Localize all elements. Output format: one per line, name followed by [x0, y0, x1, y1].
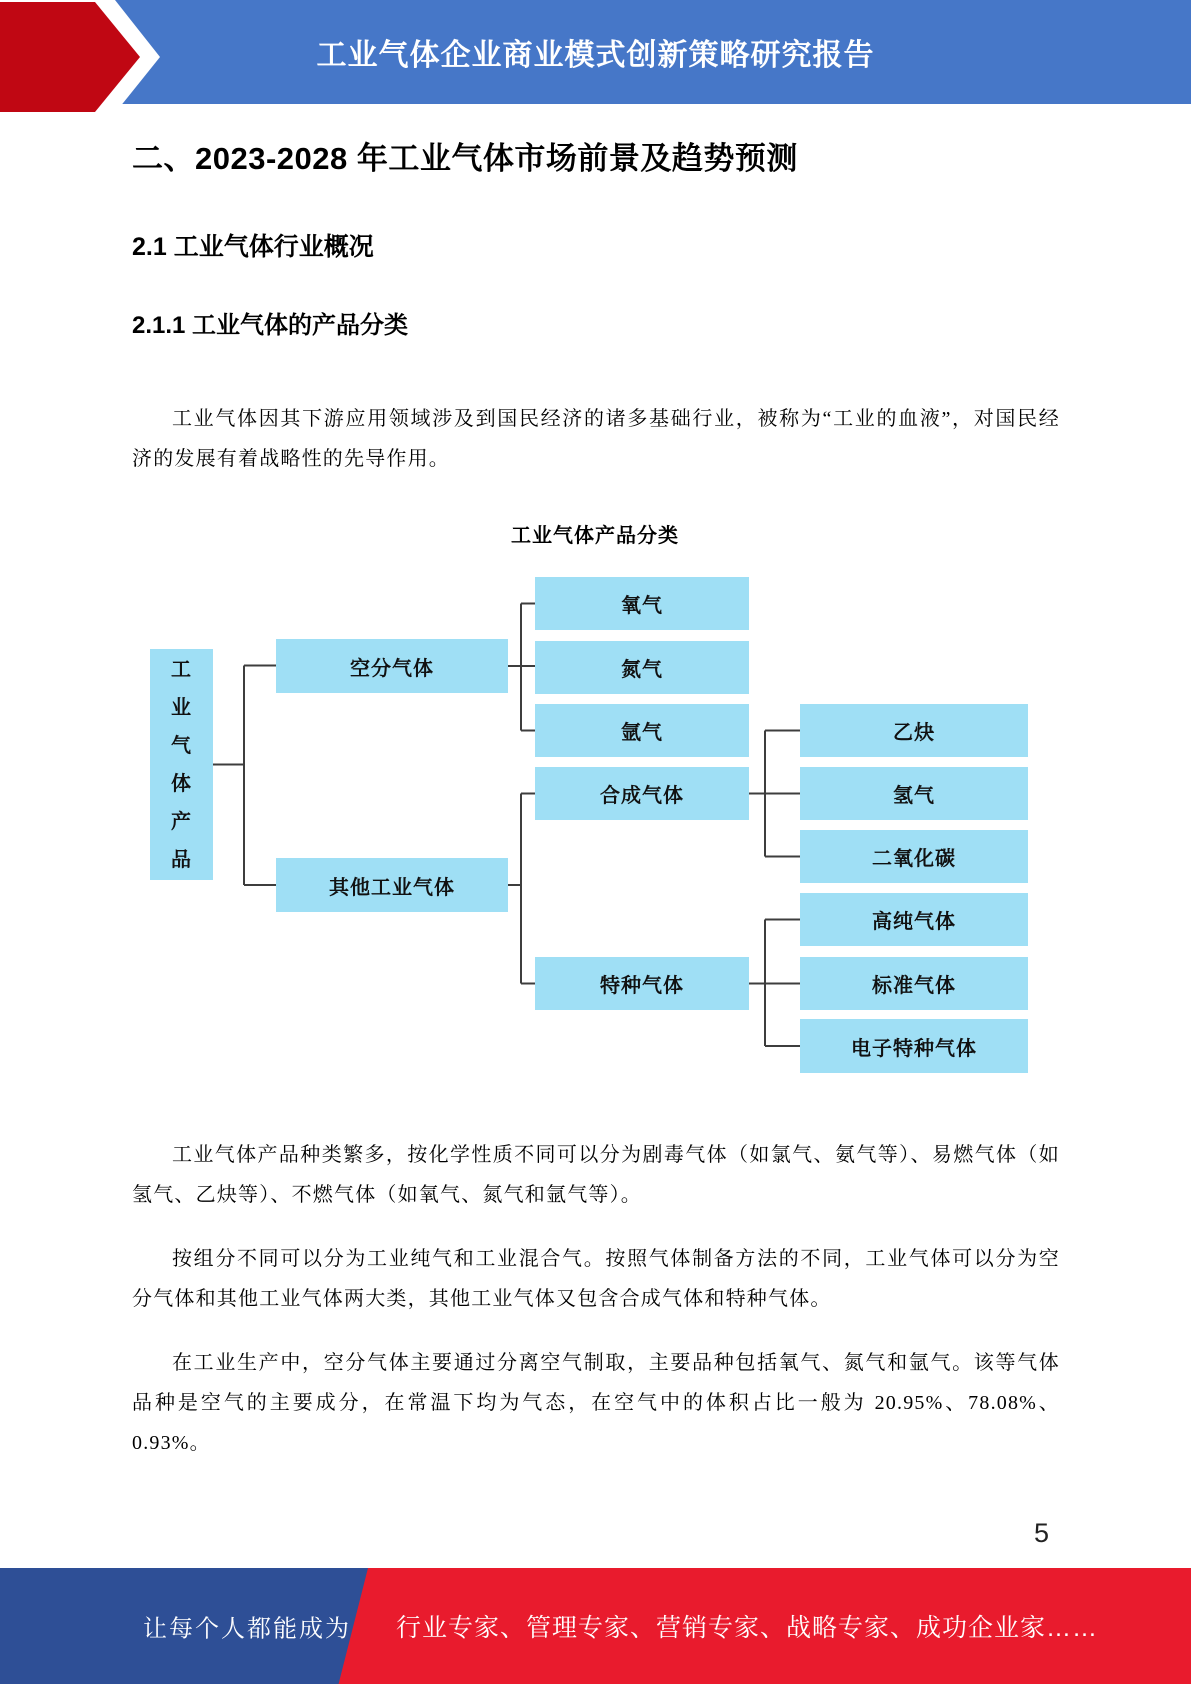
diagram-node-root-label: 工业气体产品 — [171, 658, 192, 871]
diagram-node-other-industrial-gases: 其他工业气体 — [276, 858, 508, 912]
footer-experts-list: 行业专家、管理专家、营销专家、战略专家、成功企业家…… — [396, 1614, 1099, 1642]
diagram-node-standard-gases: 标准气体 — [800, 957, 1028, 1010]
diagram-node-air-separation-gases: 空分气体 — [276, 639, 508, 693]
paragraph-chemical-classes: 工业气体产品种类繁多，按化学性质不同可以分为剧毒气体（如氯气、氨气等）、易燃气体（如氢气、乙炔等）、不燃气体（如氧气、氮气和氩气等）。 — [132, 1144, 1060, 1206]
diagram-node-hydrogen: 氢气 — [800, 767, 1028, 820]
paragraph-composition-classes: 按组分不同可以分为工业纯气和工业混合气。按照气体制备方法的不同，工业气体可以分为空分气体和其他工业气体两大类，其他工业气体又包含合成气体和特种气体。 — [132, 1248, 1060, 1310]
diagram-node-nitrogen: 氮气 — [535, 641, 749, 694]
chapter-heading: 二、2023-2028 年工业气体市场前景及趋势预测 — [132, 141, 798, 176]
subsection-heading: 2.1.1 工业气体的产品分类 — [132, 312, 409, 339]
diagram-node-high-purity-gases: 高纯气体 — [800, 893, 1028, 946]
header-banner — [0, 0, 1191, 104]
diagram-node-carbon-dioxide: 二氧化碳 — [800, 830, 1028, 883]
diagram-title: 工业气体产品分类 — [511, 525, 679, 547]
page-number: 5 — [1034, 1518, 1050, 1548]
diagram-node-specialty-gases: 特种气体 — [535, 957, 749, 1010]
diagram-node-oxygen: 氧气 — [535, 577, 749, 630]
paragraph-air-separation: 在工业生产中，空分气体主要通过分离空气制取，主要品种包括氧气、氮气和氩气。该等气体品种是空气的主要成分，在常温下均为气态，在空气中的体积占比一般为 20.95%、78.08%、0.93%。 — [132, 1352, 1060, 1454]
section-heading: 2.1 工业气体行业概况 — [132, 233, 374, 261]
report-title: 工业气体企业商业模式创新策略研究报告 — [316, 39, 875, 72]
diagram-node-root — [150, 649, 213, 880]
diagram-node-electronic-specialty-gases: 电子特种气体 — [800, 1019, 1028, 1073]
diagram-node-synthesis-gases: 合成气体 — [535, 767, 749, 820]
diagram-node-acetylene: 乙炔 — [800, 704, 1028, 757]
footer-slogan: 让每个人都能成为 — [143, 1615, 351, 1643]
diagram-node-argon: 氩气 — [535, 704, 749, 757]
paragraph-intro: 工业气体因其下游应用领域涉及到国民经济的诸多基础行业，被称为“工业的血液”，对国民经济的发展有着战略性的先导作用。 — [132, 408, 1060, 470]
footer-banner — [0, 1568, 1191, 1684]
